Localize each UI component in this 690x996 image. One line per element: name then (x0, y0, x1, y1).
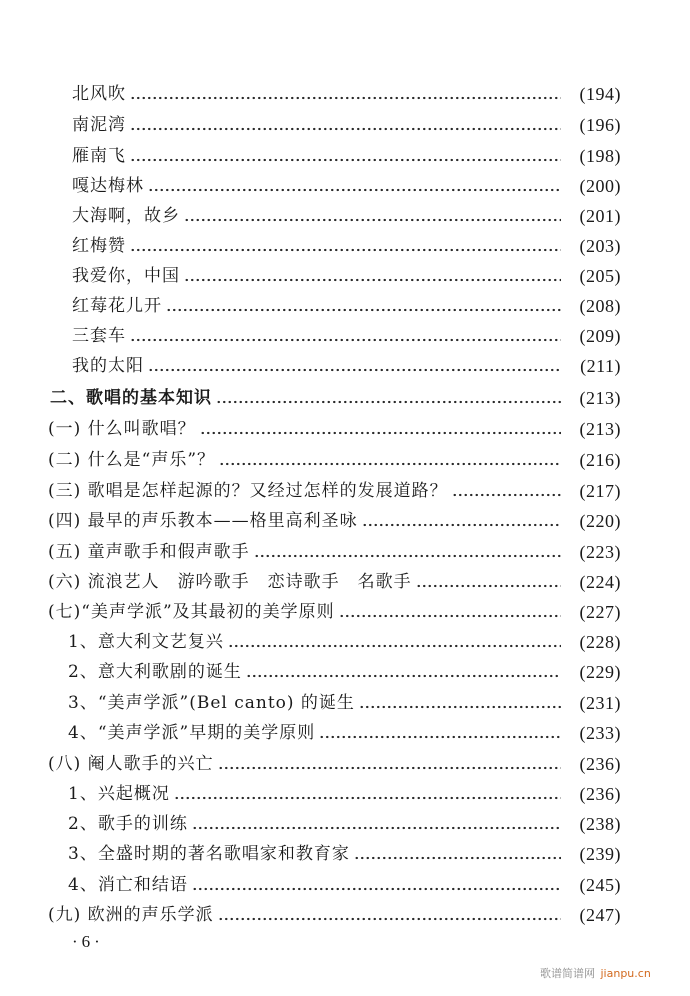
toc-entry-page: (213) (579, 388, 621, 408)
toc-entry-page: (213) (579, 419, 621, 439)
toc-entry-page: (201) (579, 206, 621, 226)
dot-leader (192, 871, 561, 899)
dot-leader (174, 780, 561, 808)
dot-leader (130, 232, 561, 260)
dot-leader (148, 352, 561, 380)
toc-entry (68, 719, 621, 747)
toc-entry (48, 568, 621, 596)
toc-entry-page: (236) (579, 784, 621, 804)
toc-entry-title: 2、歌手的训练 (68, 814, 188, 834)
dot-leader (354, 840, 561, 868)
toc-entry-title: 2、意大利歌剧的诞生 (68, 662, 242, 682)
dot-leader (166, 292, 561, 320)
dot-leader (130, 80, 561, 108)
watermark (540, 965, 651, 981)
toc-entry (68, 871, 621, 899)
toc-entry-page: (217) (579, 481, 621, 501)
dot-leader (218, 750, 561, 778)
toc-entry-page: (194) (579, 84, 621, 104)
dot-leader (339, 598, 561, 626)
dot-leader (192, 810, 561, 838)
toc-entry-page: (208) (579, 296, 621, 316)
toc-entry-page: (247) (579, 905, 621, 925)
toc-entry-page: (209) (579, 326, 621, 346)
toc-entry (68, 628, 621, 656)
dot-leader (416, 568, 561, 596)
toc-entry (48, 446, 621, 474)
dot-leader (130, 142, 561, 170)
toc-entry-title: (八) 阉人歌手的兴亡 (48, 754, 214, 774)
toc-entry-title: 3、全盛时期的著名歌唱家和教育家 (68, 844, 350, 864)
dot-leader (130, 322, 561, 350)
dot-leader (254, 538, 561, 566)
toc-entry-page: (229) (579, 662, 621, 682)
dot-leader (246, 658, 561, 686)
toc-entry-page: (196) (579, 115, 621, 135)
toc-entry-page: (224) (579, 572, 621, 592)
toc-entry-title: (一) 什么叫歌唱？ (48, 419, 196, 439)
toc-entry-title: (五) 童声歌手和假声歌手 (48, 542, 250, 562)
dot-leader (219, 446, 561, 474)
toc-entry-title: (三) 歌唱是怎样起源的？又经过怎样的发展道路？ (48, 481, 448, 501)
toc-entry-title: (二) 什么是“声乐”？ (48, 450, 216, 470)
toc-entry-title: 三套车 (72, 326, 126, 346)
toc-entry-title: 4、消亡和结语 (68, 875, 188, 895)
toc-entry-title: 北风吹 (72, 84, 126, 104)
toc-entry (48, 598, 621, 626)
toc-entry-page: (203) (579, 236, 621, 256)
toc-entry-page: (238) (579, 814, 621, 834)
toc-entry-page: (239) (579, 844, 621, 864)
toc-entry-page: (216) (579, 450, 621, 470)
toc-entry (68, 840, 621, 868)
toc-entry-title: (七)“美声学派”及其最初的美学原则 (48, 602, 335, 622)
toc-entry (68, 810, 621, 838)
toc-entry (72, 111, 621, 139)
toc-entry (72, 292, 621, 320)
toc-entry (72, 352, 621, 380)
toc-entry-title: 我的太阳 (72, 356, 144, 376)
dot-leader (130, 111, 561, 139)
toc-entry-page: (220) (579, 511, 621, 531)
toc-entry (72, 142, 621, 170)
toc-entry (72, 202, 621, 230)
page-number: ·6· (72, 932, 104, 951)
toc-entry (72, 80, 621, 108)
dot-leader (452, 477, 561, 505)
dot-leader (184, 262, 561, 290)
toc-entry (48, 477, 621, 505)
toc-entry-page: (228) (579, 632, 621, 652)
toc-entry-page: (236) (579, 754, 621, 774)
toc-section-heading (50, 384, 621, 412)
toc-entry-title: 我爱你，中国 (72, 266, 180, 286)
toc-entry-page: (223) (579, 542, 621, 562)
dot-leader (148, 172, 561, 200)
toc-entry (48, 415, 621, 443)
dot-leader (228, 628, 561, 656)
toc-entry-title: (六) 流浪艺人 游吟歌手 恋诗歌手 名歌手 (48, 572, 412, 592)
toc-entry (48, 507, 621, 535)
toc-entry-title: 南泥湾 (72, 115, 126, 135)
watermark-site-name: 歌谱简谱网 (540, 967, 595, 980)
toc-entry-page: (200) (579, 176, 621, 196)
toc-entry-page: (245) (579, 875, 621, 895)
toc-entry (48, 901, 621, 929)
toc-entry-title: 3、“美声学派”(Bel canto) 的诞生 (68, 693, 355, 713)
toc-entry-page: (233) (579, 723, 621, 743)
toc-entry-title: (四) 最早的声乐教本——格里高利圣咏 (48, 511, 358, 531)
toc-entry-title: 二、歌唱的基本知识 (50, 388, 212, 408)
toc-entry (72, 322, 621, 350)
dot-leader (218, 901, 561, 929)
toc-entry (68, 780, 621, 808)
toc-entry-title: 大海啊，故乡 (72, 206, 180, 226)
toc-entry-page: (205) (579, 266, 621, 286)
toc-entry (72, 262, 621, 290)
toc-entry-title: 红莓花儿开 (72, 296, 162, 316)
dot-leader (319, 719, 561, 747)
toc-entry (48, 538, 621, 566)
toc-entry-title: 嘎达梅林 (72, 176, 144, 196)
dot-leader (362, 507, 561, 535)
dot-leader (200, 415, 561, 443)
toc-entry (68, 658, 621, 686)
toc-entry-title: 1、兴起概况 (68, 784, 170, 804)
watermark-url: jianpu.cn (600, 967, 651, 980)
toc-entry-title: 红梅赞 (72, 236, 126, 256)
toc-entry-title: (九) 欧洲的声乐学派 (48, 905, 214, 925)
dot-leader (359, 689, 561, 717)
toc-entry (48, 750, 621, 778)
toc-entry-page: (211) (580, 356, 621, 376)
toc-entry-title: 4、“美声学派”早期的美学原则 (68, 723, 316, 743)
toc-entry-title: 雁南飞 (72, 146, 126, 166)
toc-entry (72, 172, 621, 200)
toc-entry-page: (198) (579, 146, 621, 166)
toc-entry-title: 1、意大利文艺复兴 (68, 632, 224, 652)
dot-leader (184, 202, 561, 230)
toc-entry (72, 232, 621, 260)
toc-entry-page: (231) (579, 693, 621, 713)
toc-entry-page: (227) (579, 602, 621, 622)
toc-entry (68, 689, 621, 717)
dot-leader (216, 384, 561, 412)
